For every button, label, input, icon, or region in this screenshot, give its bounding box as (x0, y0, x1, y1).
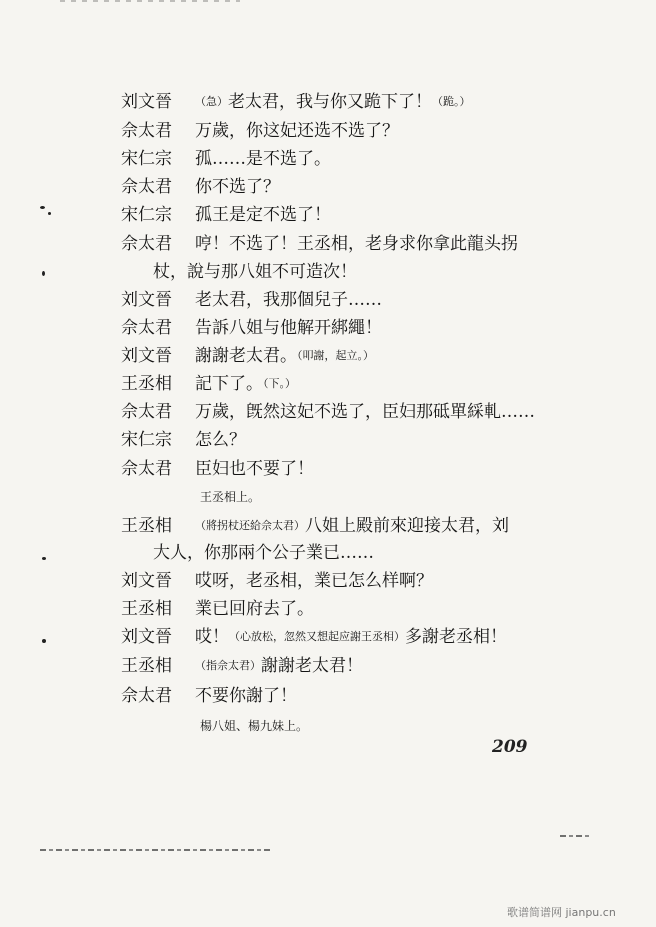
stage-direction: 王丞相上。 (200, 490, 261, 504)
dialogue-line (195, 515, 509, 537)
top-edge-marks (60, 0, 240, 2)
speaker-label: 佘太君 (121, 121, 172, 141)
scan-speck (40, 206, 45, 209)
speech-text: 臣妇也不要了！ (195, 459, 314, 479)
speech-text: 孤王是定不选了！ (195, 205, 331, 225)
stage-direction: 楊八姐、楊九妹上。 (200, 719, 309, 733)
dialogue-line (195, 626, 507, 648)
speaker-label: 佘太君 (121, 402, 172, 422)
speech-text: 哎！ (195, 627, 229, 647)
speaker-label: 佘太君 (121, 234, 172, 254)
bottom-edge-marks (40, 849, 270, 851)
speaker-label: 刘文晉 (121, 627, 172, 647)
speaker-label: 王丞相 (121, 516, 172, 536)
speaker-label: 刘文晉 (121, 92, 172, 112)
stage-direction: （指佘太君） (195, 659, 261, 672)
speech-text: 謝謝老太君！ (261, 656, 363, 676)
bottom-edge-marks (560, 835, 590, 837)
speech-text: 孤……是不选了。 (195, 149, 331, 169)
stage-direction: （將拐杖还給佘太君） (195, 519, 305, 532)
dialogue-line (195, 91, 471, 113)
speech-text: 告訴八姐与他解开綁繩！ (195, 318, 382, 338)
scan-speck (42, 639, 46, 643)
speech-text: 八姐上殿前來迎接太君，刘 (305, 516, 509, 536)
speech-text: 老太君，我那個兒子…… (195, 290, 382, 310)
speech-text: 多謝老丞相！ (405, 627, 507, 647)
speaker-label: 刘文晉 (121, 571, 172, 591)
speech-text: 不要你謝了！ (195, 686, 297, 706)
dialogue-line (195, 373, 296, 395)
scan-speck (42, 271, 45, 276)
speaker-label: 刘文晉 (121, 346, 172, 366)
speech-text: 謝謝老太君。 (195, 346, 297, 366)
dialogue-line (195, 345, 374, 367)
speaker-label: 刘文晉 (121, 290, 172, 310)
speech-text: 哼！不选了！王丞相，老身求你拿此龍头拐 (195, 234, 518, 254)
speaker-label: 佘太君 (121, 318, 172, 338)
speaker-label: 佘太君 (121, 177, 172, 197)
speech-text: 你不选了？ (195, 177, 280, 197)
speech-text: 万歲，旣然这妃不选了，臣妇那砥單綵軋…… (195, 402, 535, 422)
speaker-label: 宋仁宗 (121, 205, 172, 225)
speaker-label: 王丞相 (121, 599, 172, 619)
scan-speck (42, 557, 46, 560)
speech-text: 老太君，我与你又跪下了！ (228, 92, 432, 112)
speaker-label: 王丞相 (121, 374, 172, 394)
dialogue-line (195, 655, 363, 677)
speaker-label: 宋仁宗 (121, 430, 172, 450)
speaker-label: 宋仁宗 (121, 149, 172, 169)
scan-speck (48, 212, 51, 215)
stage-direction: （跪。） (432, 95, 471, 108)
speech-text: 怎么？ (195, 430, 246, 450)
speaker-label: 佘太君 (121, 459, 172, 479)
speech-continuation: 大人，你那兩个公子業已…… (153, 543, 374, 563)
page-number: 209 (492, 737, 528, 757)
stage-direction: （下。） (263, 377, 296, 390)
speech-text: 哎呀，老丞相，業已怎么样啊？ (195, 571, 433, 591)
watermark-text: 歌谱简谱网 jianpu.cn (507, 906, 616, 919)
speech-text: 万歲，你这妃还选不选了？ (195, 121, 399, 141)
stage-direction: （急） (195, 95, 228, 108)
speaker-label: 王丞相 (121, 656, 172, 676)
speech-continuation: 杖，說与那八姐不可造次！ (153, 262, 357, 282)
stage-direction: （叩謝，起立。） (297, 349, 374, 362)
stage-direction: （心放松，忽然又想起应謝王丞相） (229, 630, 405, 643)
speech-text: 業已回府去了。 (195, 599, 314, 619)
speaker-label: 佘太君 (121, 686, 172, 706)
speech-text: 記下了。 (195, 374, 263, 394)
